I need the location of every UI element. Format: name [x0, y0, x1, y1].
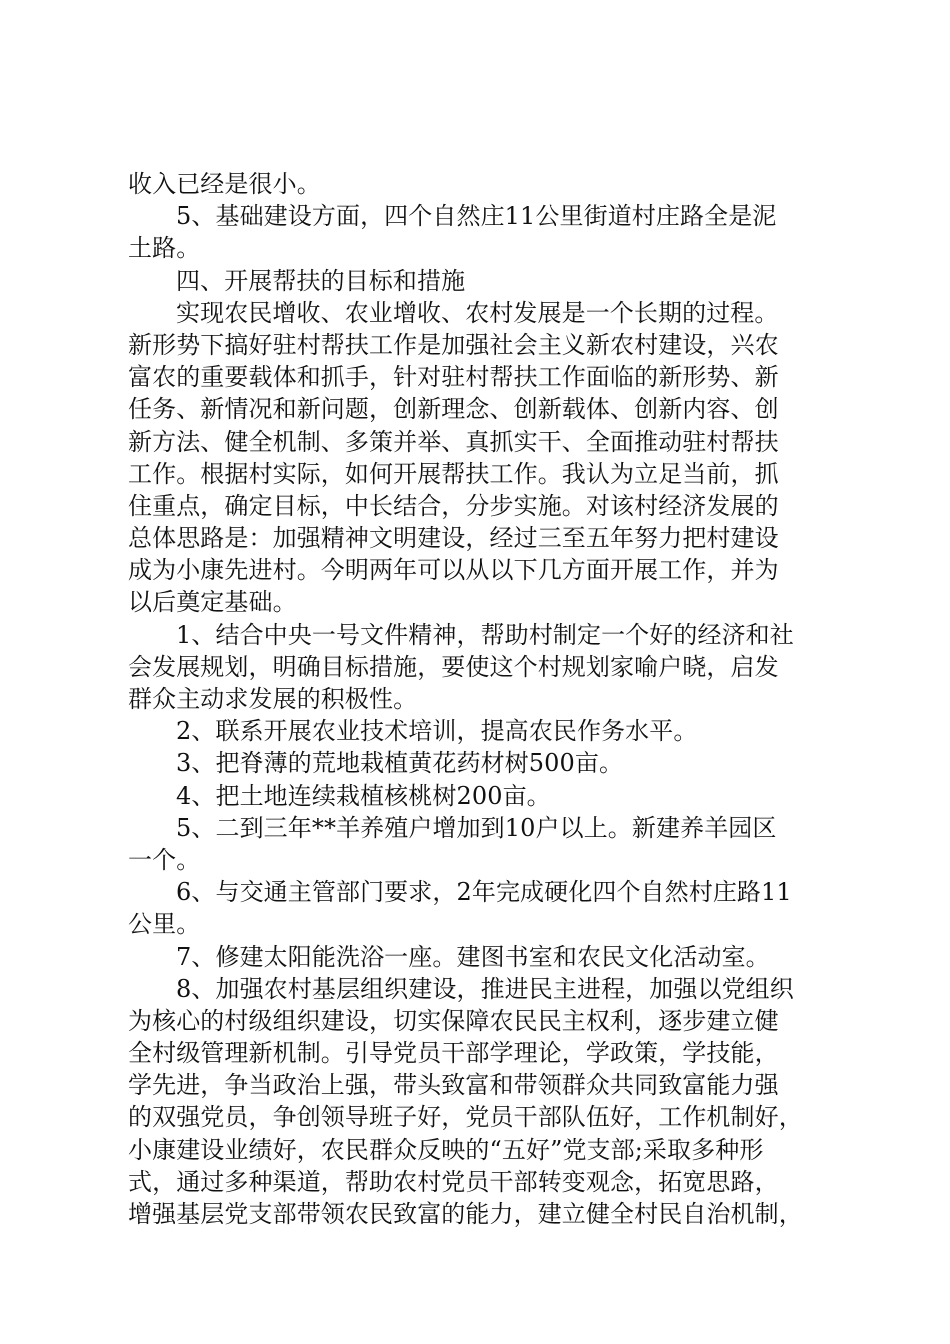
text-line: 7、修建太阳能洗浴一座。建图书室和农民文化活动室。	[176, 942, 770, 971]
text-line: 一个。	[128, 845, 201, 874]
text-line: 8、加强农村基层组织建设，推进民主进程，加强以党组织	[176, 974, 794, 1003]
text-line: 新形势下搞好驻村帮扶工作是加强社会主义新农村建设，兴农	[128, 330, 779, 359]
text-line: 3、把脊薄的荒地栽植黄花药材树500亩。	[176, 749, 624, 778]
text-line: 土路。	[128, 234, 201, 263]
text-line: 住重点，确定目标，中长结合，分步实施。对该村经济发展的	[128, 491, 779, 520]
text-line: 公里。	[128, 910, 201, 939]
text-line: 6、与交通主管部门要求，2年完成硬化四个自然村庄路11	[176, 878, 792, 907]
text-line: 四、开展帮扶的目标和措施	[176, 266, 466, 295]
text-line: 以后奠定基础。	[128, 588, 297, 617]
text-line: 成为小康先进村。今明两年可以从以下几方面开展工作，并为	[128, 556, 779, 585]
document-body	[128, 168, 840, 1230]
text-line: 总体思路是：加强精神文明建设，经过三至五年努力把村建设	[128, 524, 779, 553]
text-line: 的双强党员，争创领导班子好，党员干部队伍好，工作机制好，	[128, 1103, 803, 1132]
text-line: 小康建设业绩好，农民群众反映的“五好”党支部;采取多种形	[128, 1135, 764, 1164]
text-line: 收入已经是很小。	[128, 170, 321, 198]
text-line: 工作。根据村实际，如何开展帮扶工作。我认为立足当前，抓	[128, 459, 779, 488]
text-line: 5、基础建设方面，四个自然庄11公里街道村庄路全是泥	[176, 202, 777, 231]
text-line: 任务、新情况和新问题，创新理念、创新载体、创新内容、创	[128, 395, 779, 424]
text-line: 2、联系开展农业技术培训，提高农民作务水平。	[176, 717, 698, 746]
text-line: 式，通过多种渠道，帮助农村党员干部转变观念，拓宽思路，	[128, 1167, 779, 1196]
text-line: 学先进，争当政治上强，带头致富和带领群众共同致富能力强	[128, 1071, 779, 1100]
text-line: 增强基层党支部带领农民致富的能力，建立健全村民自治机制，	[128, 1200, 803, 1228]
text-line: 为核心的村级组织建设，切实保障农民民主权利，逐步建立健	[128, 1006, 779, 1035]
text-line: 新方法、健全机制、多策并举、真抓实干、全面推动驻村帮扶	[128, 427, 779, 456]
text-line: 1、结合中央一号文件精神，帮助村制定一个好的经济和社	[176, 620, 794, 649]
text-line: 5、二到三年**羊养殖户增加到10户以上。新建养羊园区	[176, 813, 777, 842]
text-line: 富农的重要载体和抓手，针对驻村帮扶工作面临的新形势、新	[128, 363, 779, 392]
text-line: 实现农民增收、农业增收、农村发展是一个长期的过程。	[176, 298, 779, 327]
text-line: 4、把土地连续栽植核桃树200亩。	[176, 781, 551, 810]
text-line: 会发展规划，明确目标措施，要使这个村规划家喻户晓，启发	[128, 652, 779, 681]
text-line: 群众主动求发展的积极性。	[128, 685, 418, 713]
text-line: 全村级管理新机制。引导党员干部学理论，学政策，学技能，	[128, 1039, 779, 1068]
